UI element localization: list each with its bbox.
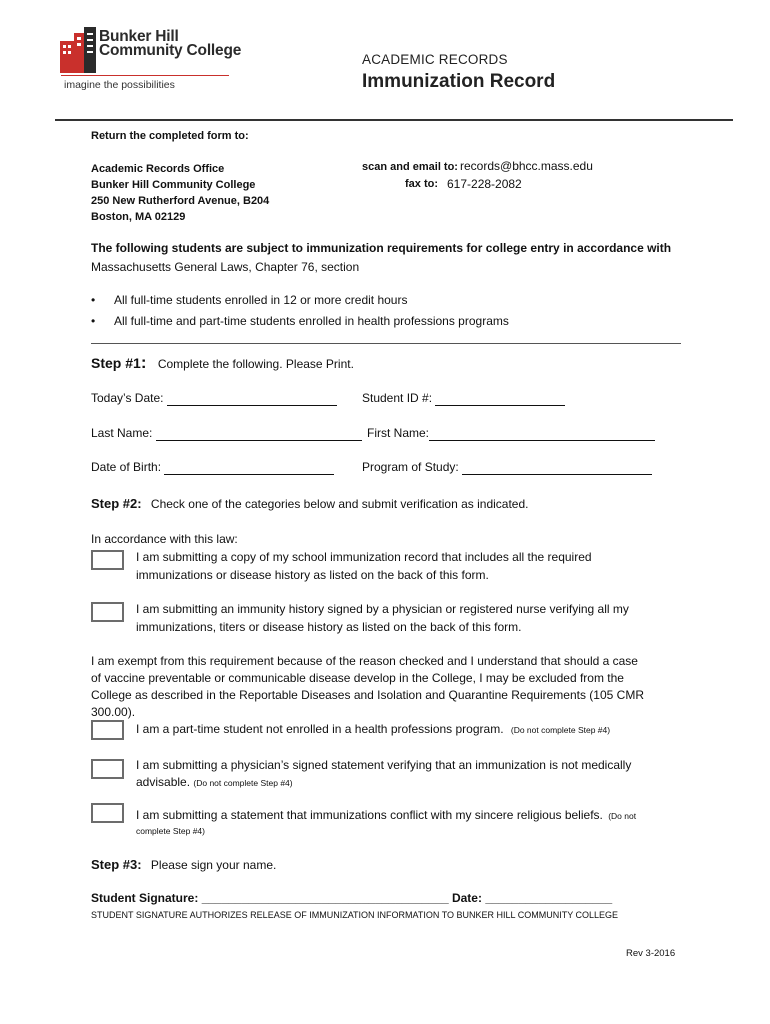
bullet-icon: •: [91, 293, 96, 307]
exemption-note: (Do not complete Step #4): [510, 725, 611, 735]
exemption-note: complete Step #4): [136, 826, 205, 836]
exemption-text: [136, 808, 636, 822]
bullet-icon: •: [91, 314, 96, 328]
exemption-note: (Do not complete Step #4): [193, 778, 293, 788]
todays-date-label: Today’s Date:: [91, 391, 164, 405]
step1-heading: [91, 353, 354, 373]
college-logo-icon: [60, 27, 96, 73]
option-line: I am submitting an immunity history signed by a physician or registered nurse verifying all my: [136, 602, 629, 616]
step1-label: Step #1: [91, 355, 141, 371]
logo-tagline: imagine the possibilities: [64, 79, 175, 91]
address-line: Academic Records Office: [91, 163, 225, 175]
exempt-paragraph: [91, 653, 644, 721]
last-name-field: [91, 426, 362, 441]
dob-field: [91, 460, 334, 475]
student-id-field: [362, 391, 565, 406]
intro-bullet: All full-time and part-time students enrolled in health professions programs: [114, 314, 509, 328]
option-checkbox[interactable]: [91, 550, 124, 570]
return-address: [91, 161, 269, 225]
law-intro: In accordance with this law:: [91, 532, 238, 546]
email-value[interactable]: records@bhcc.mass.edu: [460, 159, 593, 173]
step2-heading: [91, 496, 528, 511]
authorization-notice: STUDENT SIGNATURE AUTHORIZES RELEASE OF IMMUNIZATION INFORMATION TO BUNKER HILL COMMUNITY COLLEGE: [91, 910, 619, 920]
todays-date-field: [91, 391, 337, 406]
intro-text: Massachusetts General Laws, Chapter 76, section: [91, 260, 360, 274]
intro-bold: The following students are subject to immunization requirements for college entry in accordance with: [91, 241, 672, 255]
revision-label: Rev 3-2016: [626, 948, 676, 959]
exemption-note: (Do not: [608, 811, 637, 821]
option-line: I am submitting a copy of my school immunization record that includes all the required: [136, 550, 592, 564]
exemption-label: I am submitting a statement that immunizations conflict with my sincere religious beliefs.: [136, 808, 603, 822]
exempt-line: 300.00).: [91, 705, 136, 719]
first-name-label: First Name:: [367, 426, 430, 440]
last-name-label: Last Name:: [91, 426, 153, 440]
exempt-line: I am exempt from this requirement because of the reason checked and I understand that should a case: [91, 654, 638, 668]
form-department: ACADEMIC RECORDS: [362, 52, 508, 67]
header-divider: [55, 119, 733, 121]
student-id-input[interactable]: [435, 391, 565, 406]
option-text: [136, 600, 629, 636]
first-name-input[interactable]: [429, 426, 655, 441]
option-line: immunizations or disease history as listed on the back of this form.: [136, 568, 489, 582]
option-checkbox[interactable]: [91, 602, 124, 622]
logo-divider: [61, 75, 229, 76]
address-line: Bunker Hill Community College: [91, 179, 256, 191]
address-line: Boston, MA 02129: [91, 211, 186, 223]
address-line: 250 New Rutherford Avenue, B204: [91, 195, 270, 207]
return-heading: Return the completed form to:: [91, 130, 249, 142]
step2-text: Check one of the categories below and submit verification as indicated.: [150, 497, 529, 511]
step2-label: Step #2:: [91, 496, 142, 511]
date-input[interactable]: ___________________: [485, 891, 613, 905]
program-input[interactable]: [462, 460, 652, 475]
signature-label: Student Signature:: [91, 891, 199, 905]
fax-value: 617-228-2082: [447, 177, 522, 191]
exemption-label: I am a part-time student not enrolled in a health professions program.: [136, 722, 504, 736]
todays-date-input[interactable]: [167, 391, 337, 406]
dob-label: Date of Birth:: [91, 460, 162, 474]
dob-input[interactable]: [164, 460, 334, 475]
exempt-line: of vaccine preventable or communicable disease develop in the College, I may be excluded from the: [91, 671, 624, 685]
option-text: [136, 548, 592, 584]
fax-label: fax to:: [405, 178, 438, 190]
student-id-label: Student ID #:: [362, 391, 433, 405]
step1-colon: :: [140, 353, 147, 372]
section-divider: [91, 343, 681, 344]
signature-row: [91, 891, 612, 905]
first-name-field: [367, 426, 655, 441]
signature-input[interactable]: _____________________________________: [201, 891, 449, 905]
exemption-line: advisable.: [136, 775, 191, 789]
logo-line-1: Bunker Hill: [99, 28, 179, 45]
college-logo-name: [99, 30, 241, 58]
exemption-text: [136, 757, 631, 792]
email-label: scan and email to:: [362, 161, 458, 173]
step3-heading: [91, 857, 276, 872]
exempt-line: College as described in the Reportable Diseases and Isolation and Quarantine Requirements (105 CMR: [91, 688, 644, 702]
form-title: Immunization Record: [362, 71, 556, 92]
step1-text: Complete the following. Please Print.: [157, 357, 354, 371]
exemption-checkbox[interactable]: [91, 803, 124, 823]
step3-label: Step #3:: [91, 857, 142, 872]
step3-text: Please sign your name.: [150, 858, 277, 872]
logo-line-2: Community College: [99, 42, 242, 59]
date-label: Date:: [451, 891, 482, 905]
exemption-checkbox[interactable]: [91, 759, 124, 779]
program-label: Program of Study:: [362, 460, 459, 474]
last-name-input[interactable]: [156, 426, 362, 441]
exemption-text: [136, 722, 610, 736]
exemption-checkbox[interactable]: [91, 720, 124, 740]
program-field: [362, 460, 652, 475]
intro-bullet: All full-time students enrolled in 12 or more credit hours: [114, 293, 408, 307]
exemption-line: I am submitting a physician’s signed statement verifying that an immunization is not medically: [136, 758, 632, 772]
option-line: immunizations, titers or disease history as listed on the back of this form.: [136, 620, 522, 634]
